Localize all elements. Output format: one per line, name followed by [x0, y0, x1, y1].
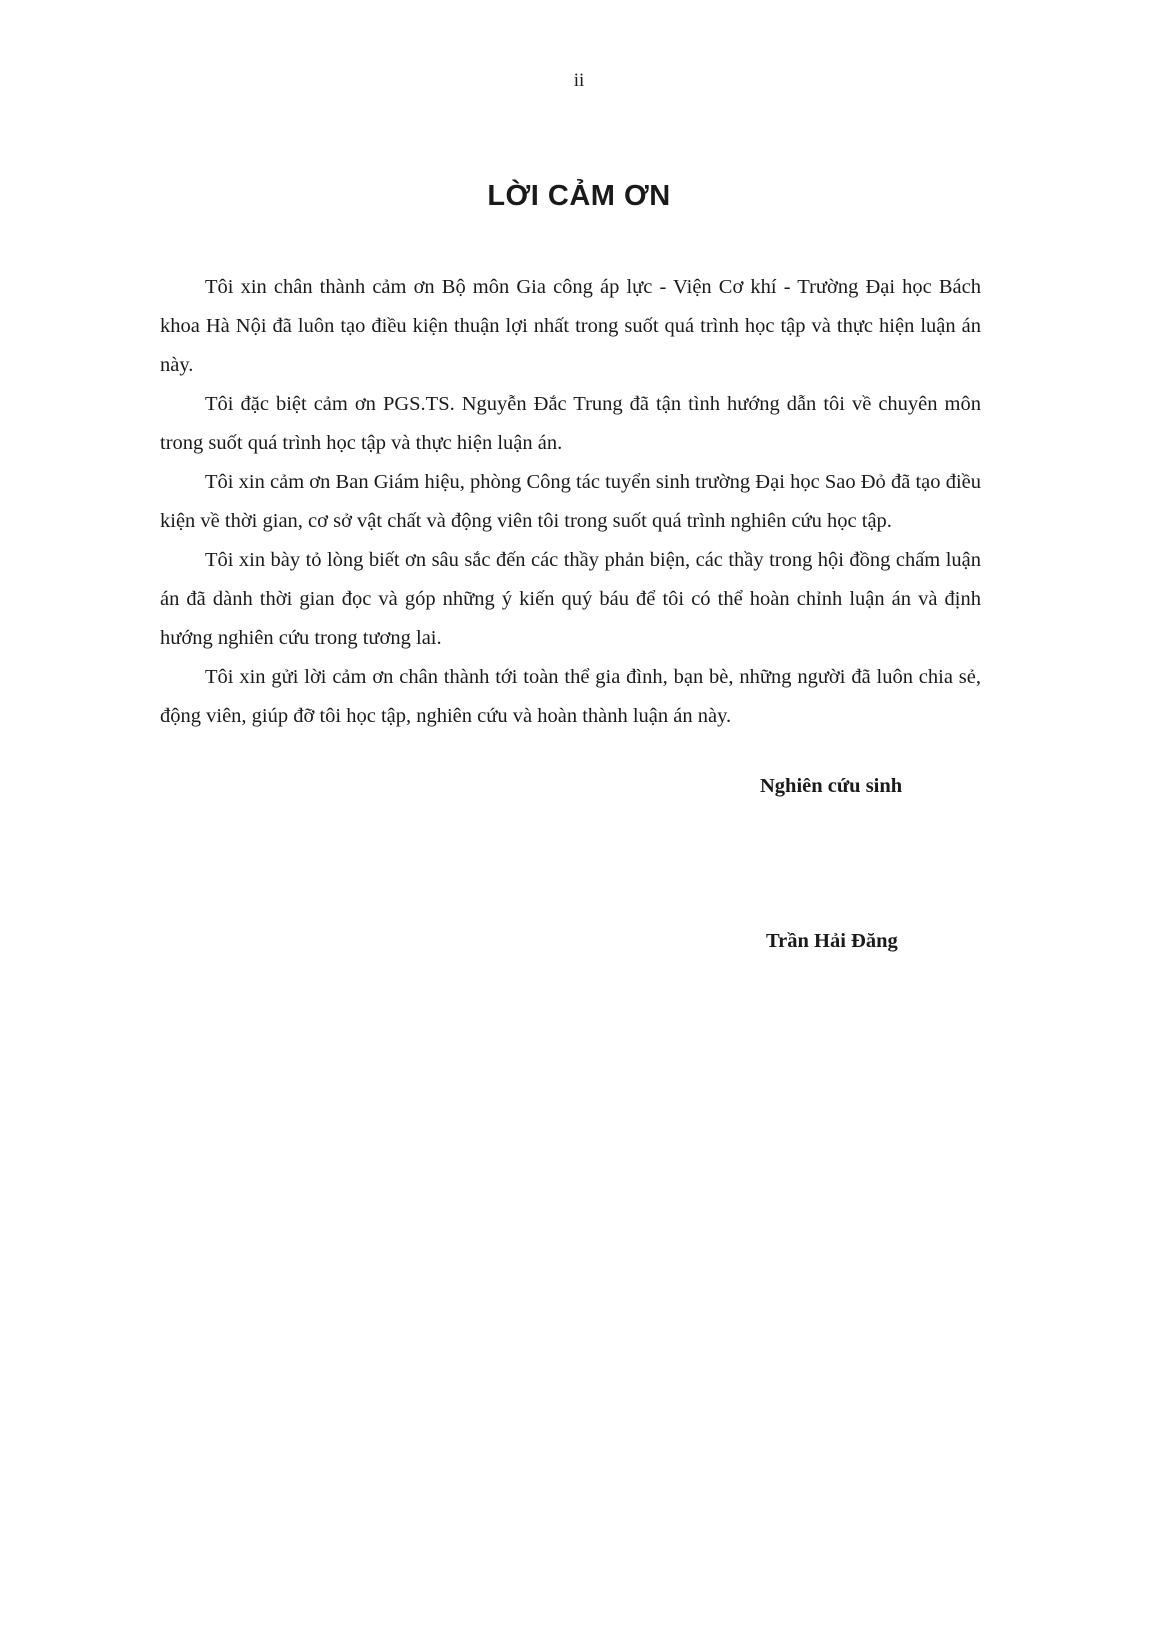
- paragraph-2: Tôi đặc biệt cảm ơn PGS.TS. Nguyễn Đắc Trung đã tận tình hướng dẫn tôi về chuyên môn trong suốt quá trình học tập và thực hiện luận án.: [160, 393, 981, 454]
- page-number: ii: [573, 70, 585, 91]
- paragraph-5: Tôi xin gửi lời cảm ơn chân thành tới toàn thể gia đình, bạn bè, những người đã luôn chia sẻ, động viên, giúp đỡ tôi học tập, nghiên cứu và hoàn thành luận án này.: [160, 666, 981, 727]
- paragraph-4: Tôi xin bày tỏ lòng biết ơn sâu sắc đến các thầy phản biện, các thầy trong hội đồng chấm luận án đã dành thời gian đọc và góp những ý kiến quý báu để tôi có thể hoàn chỉnh luận án và định hướng nghiên cứu trong tương lai.: [160, 549, 981, 649]
- acknowledgement-body: [160, 268, 981, 736]
- signature-role: Nghiên cứu sinh: [760, 775, 903, 797]
- signature-name: Trần Hải Đăng: [766, 930, 898, 952]
- paragraph-1: Tôi xin chân thành cảm ơn Bộ môn Gia công áp lực - Viện Cơ khí - Trường Đại học Bách khoa Hà Nội đã luôn tạo điều kiện thuận lợi nhất trong suốt quá trình học tập và thực hiện luận án này.: [160, 276, 981, 376]
- page-title: LỜI CẢM ƠN: [487, 180, 671, 212]
- paragraph-3: Tôi xin cảm ơn Ban Giám hiệu, phòng Công tác tuyển sinh trường Đại học Sao Đỏ đã tạo điều kiện về thời gian, cơ sở vật chất và động viên tôi trong suốt quá trình nghiên cứu học tập.: [160, 471, 981, 532]
